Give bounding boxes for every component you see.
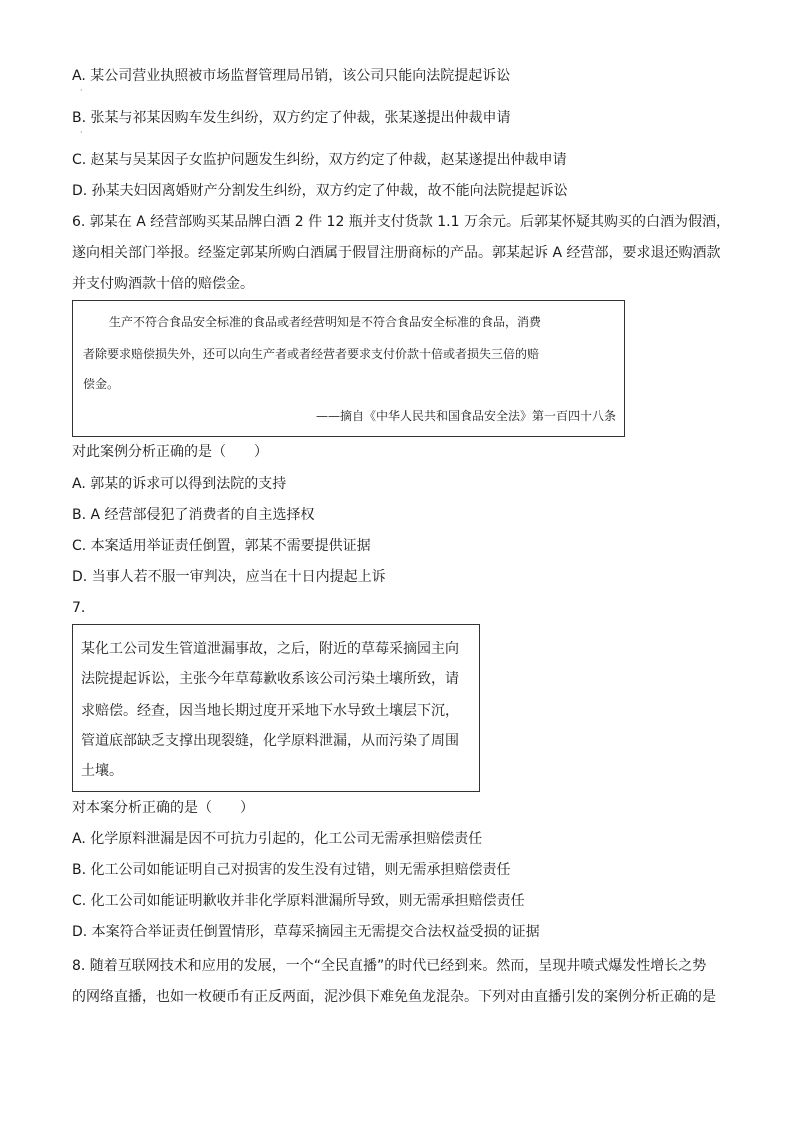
q6-quote-source: ——摘自《中华人民共和国食品安全法》第一百四十八条 xyxy=(315,409,616,423)
q6-option-c: C. 本案适用举证责任倒置，郭某不需要提供证据 xyxy=(72,538,371,554)
q6-quote-line-1: 生产不符合食品安全标准的食品或者经营明知是不符合食品安全标准的食品，消费 xyxy=(109,315,542,329)
q5-option-c: C. 赵某与吴某因子女监护问题发生纠纷，双方约定了仲裁，赵某遂提出仲裁申请 xyxy=(72,152,567,168)
q6-option-a: A. 郭某的诉求可以得到法院的支持 xyxy=(72,476,287,492)
q7-box-line-2: 法院提起诉讼，主张今年草莓歉收系该公司污染土壤所致，请 xyxy=(81,671,459,687)
q7-box-line-1: 某化工公司发生管道泄漏事故，之后，附近的草莓采摘园主向 xyxy=(81,641,459,657)
q6-option-b: B. A 经营部侵犯了消费者的自主选择权 xyxy=(72,507,315,523)
q6-quote-line-3: 偿金。 xyxy=(83,377,120,391)
q8-stem-line-1: 8. 随着互联网技术和应用的发展，一个“全民直播”的时代已经到来。然而，呈现井喷式爆发性增长之势 xyxy=(72,958,707,974)
q7-box-line-4: 管道底部缺乏支撑出现裂缝，化学原料泄漏，从而污染了周围 xyxy=(81,733,459,749)
q6-law-quote-box xyxy=(72,300,625,437)
q7-option-d: D. 本案符合举证责任倒置情形，草莓采摘园主无需提交合法权益受损的证据 xyxy=(72,924,540,940)
q7-option-b: B. 化工公司如能证明自己对损害的发生没有过错，则无需承担赔偿责任 xyxy=(72,862,511,878)
q5-option-d: D. 孙某夫妇因离婚财产分割发生纠纷，双方约定了仲裁，故不能向法院提起诉讼 xyxy=(72,183,568,199)
q7-prompt: 对本案分析正确的是（ ） xyxy=(72,800,254,816)
q6-option-d: D. 当事人若不服一审判决，应当在十日内提起上诉 xyxy=(72,569,386,585)
q7-number: 7. xyxy=(72,600,86,616)
q7-case-box xyxy=(72,624,480,792)
q6-stem-line-1: 6. 郭某在 A 经营部购买某品牌白酒 2 件 12 瓶并支付货款 1.1 万余元。后郭某怀疑其购买的白酒为假酒， xyxy=(72,214,730,230)
q6-stem-line-3: 并支付购酒款十倍的赔偿金。 xyxy=(72,276,254,292)
scan-dot: · xyxy=(80,86,83,95)
q7-option-c: C. 化工公司如能证明歉收并非化学原料泄漏所导致，则无需承担赔偿责任 xyxy=(72,893,525,909)
q7-option-a: A. 化学原料泄漏是因不可抗力引起的，化工公司无需承担赔偿责任 xyxy=(72,831,483,847)
q7-box-line-5: 土壤。 xyxy=(81,763,123,779)
q7-box-line-3: 求赔偿。经查，因当地长期过度开采地下水导致土壤层下沉， xyxy=(81,703,459,719)
q5-option-b: B. 张某与祁某因购车发生纠纷，双方约定了仲裁，张某遂提出仲裁申请 xyxy=(72,110,511,126)
q6-stem-line-2: 遂向相关部门举报。经鉴定郭某所购白酒属于假冒注册商标的产品。郭某起诉 A 经营部，要求退还购酒款 xyxy=(72,245,721,261)
q6-quote-line-2: 者除要求赔偿损失外，还可以向生产者或者经营者要求支付价款十倍或者损失三倍的赔 xyxy=(83,347,540,361)
scan-dot: · xyxy=(80,128,83,137)
q8-stem-line-2: 的网络直播，也如一枚硬币有正反两面，泥沙俱下难免鱼龙混杂。下列对由直播引发的案例分析正确的是 xyxy=(72,989,716,1005)
q5-option-a: A. 某公司营业执照被市场监督管理局吊销，该公司只能向法院提起诉讼 xyxy=(72,68,511,84)
q6-prompt: 对此案例分析正确的是（ ） xyxy=(72,444,268,460)
